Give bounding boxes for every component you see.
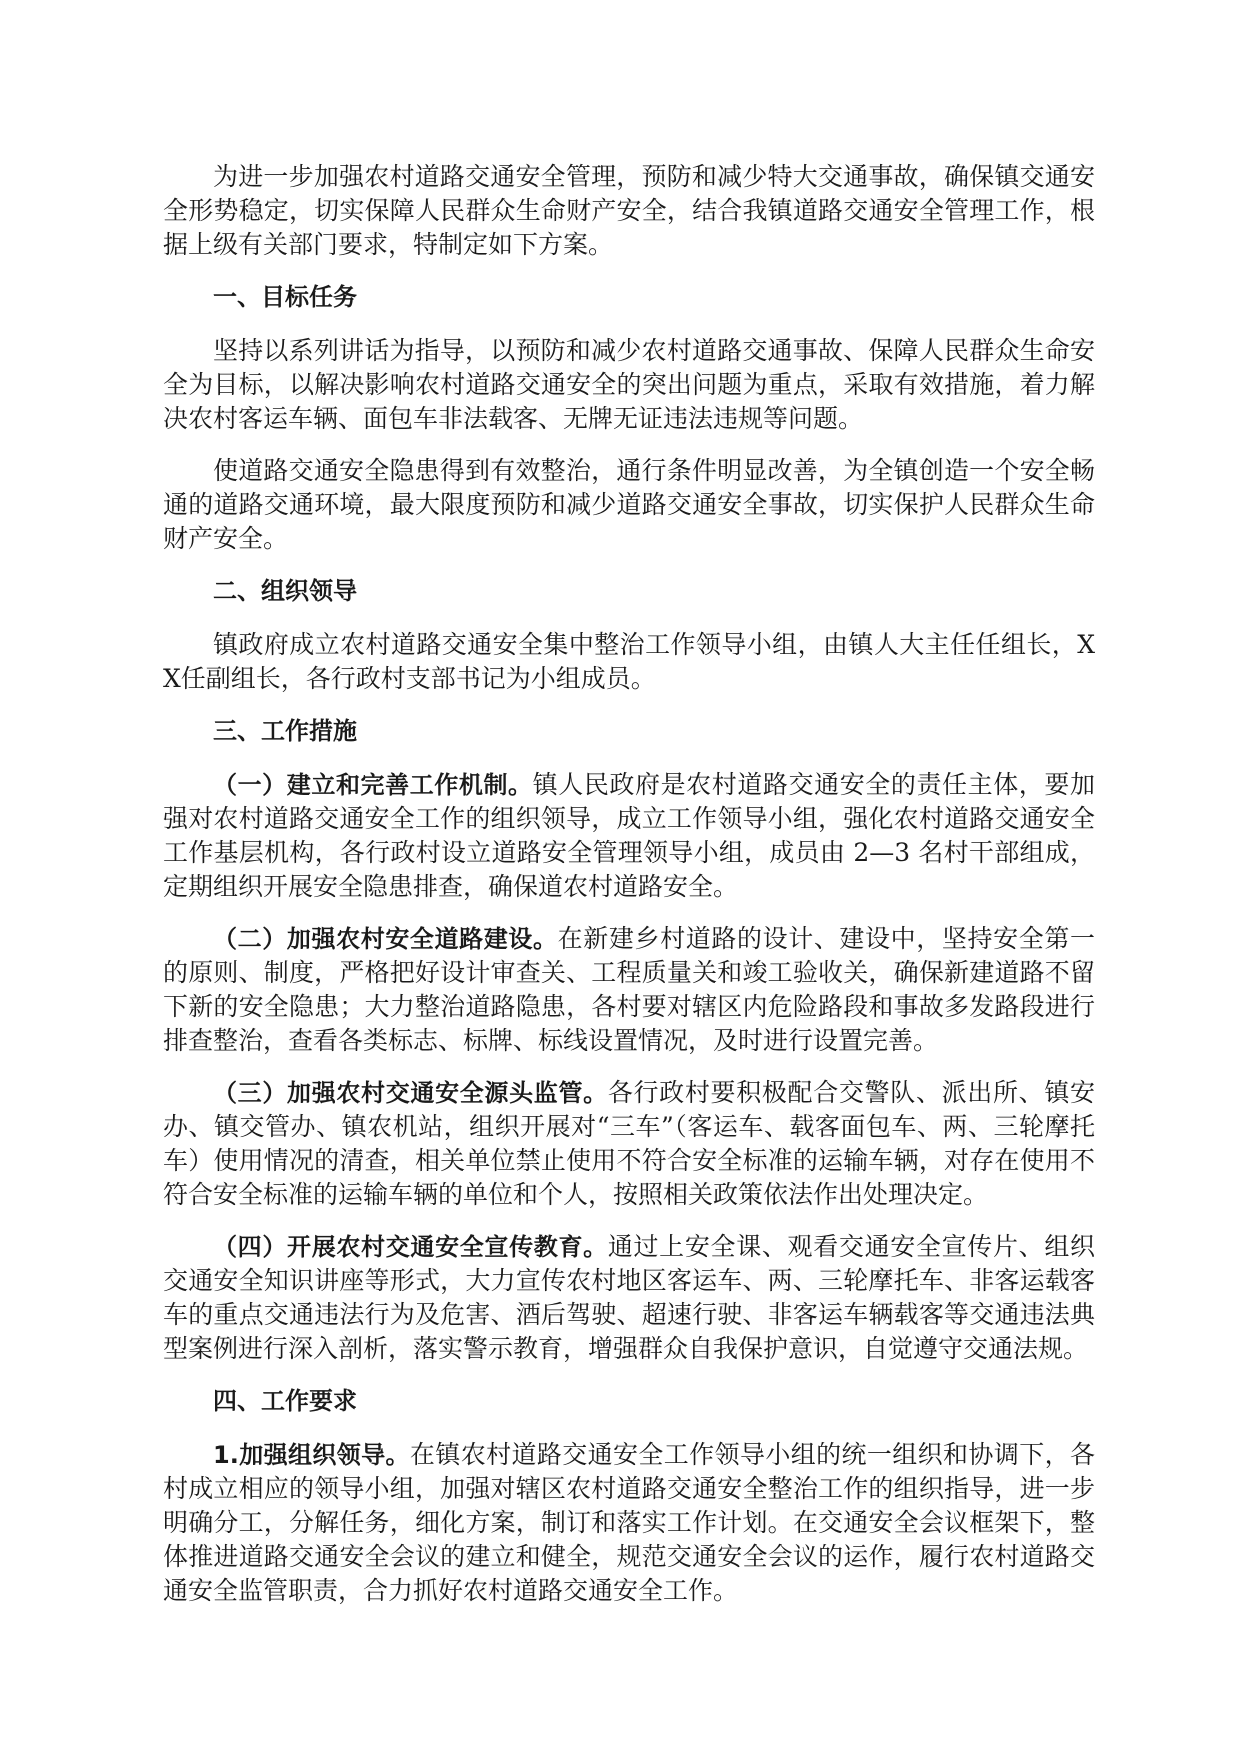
measure-item-3 bbox=[163, 1076, 1095, 1212]
goals-paragraph-1: 坚持以系列讲话为指导，以预防和减少农村道路交通事故、保障人民群众生命安全为目标，以解决影响农村道路交通安全的突出问题为重点，采取有效措施，着力解决农村客运车辆、面包车非法载客、无牌无证违法违规等问题。 bbox=[163, 336, 1095, 433]
leadership-paragraph: 镇政府成立农村道路交通安全集中整治工作领导小组，由镇人大主任任组长，XX任副组长，各行政村支部书记为小组成员。 bbox=[163, 630, 1095, 693]
measure-item-4 bbox=[163, 1230, 1095, 1366]
measure-item-2-title: （二）加强农村安全道路建设。 bbox=[213, 925, 558, 953]
measure-item-1-title: （一）建立和完善工作机制。 bbox=[213, 771, 533, 799]
measure-item-2 bbox=[163, 922, 1095, 1058]
measure-item-3-title: （三）加强农村交通安全源头监管。 bbox=[213, 1079, 608, 1107]
measure-item-4-body: 通过上安全课、观看交通安全宣传片、组织交通安全知识讲座等形式，大力宣传农村地区客运车、两、三轮摩托车、非客运载客车的重点交通违法行为及危害、酒后驾驶、超速行驶、非客运车辆载客等交通违法典型案例进行深入剖析，落实警示教育，增强群众自我保护意识，自觉遵守交通法规。 bbox=[163, 1232, 1095, 1363]
goals-paragraph-2: 使道路交通安全隐患得到有效整治，通行条件明显改善，为全镇创造一个安全畅通的道路交通环境，最大限度预防和减少道路交通安全事故，切实保护人民群众生命财产安全。 bbox=[163, 456, 1095, 553]
section-heading-requirements: 四、工作要求 bbox=[213, 1387, 357, 1415]
requirement-item-1 bbox=[163, 1438, 1095, 1608]
section-heading-measures: 三、工作措施 bbox=[213, 717, 357, 745]
document-body bbox=[163, 160, 1095, 1626]
measure-item-1 bbox=[163, 768, 1095, 904]
measure-item-2-body: 在新建乡村道路的设计、建设中，坚持安全第一的原则、制度，严格把好设计审查关、工程质量关和竣工验收关，确保新建道路不留下新的安全隐患；大力整治道路隐患，各村要对辖区内危险路段和事故多发路段进行排查整治，查看各类标志、标牌、标线设置情况，及时进行设置完善。 bbox=[163, 924, 1095, 1055]
requirement-item-1-title: 1.加强组织领导。 bbox=[213, 1441, 410, 1469]
measure-item-3-body: 各行政村要积极配合交警队、派出所、镇安办、镇交管办、镇农机站，组织开展对“三车”（客运车、载客面包车、两、三轮摩托车）使用情况的清查，相关单位禁止使用不符合安全标准的运输车辆，对存在使用不符合安全标准的运输车辆的单位和个人，按照相关政策依法作出处理决定。 bbox=[163, 1078, 1095, 1209]
measure-item-1-body: 镇人民政府是农村道路交通安全的责任主体，要加强对农村道路交通安全工作的组织领导，成立工作领导小组，强化农村道路交通安全工作基层机构，各行政村设立道路安全管理领导小组，成员由 2—3 名村干部组成，定期组织开展安全隐患排查，确保道农村道路安全。 bbox=[163, 770, 1095, 901]
section-heading-leadership: 二、组织领导 bbox=[213, 577, 357, 605]
measure-item-4-title: （四）开展农村交通安全宣传教育。 bbox=[213, 1233, 608, 1261]
intro-paragraph: 为进一步加强农村道路交通安全管理，预防和减少特大交通事故，确保镇交通安全形势稳定，切实保障人民群众生命财产安全，结合我镇道路交通安全管理工作，根据上级有关部门要求，特制定如下方案。 bbox=[163, 162, 1095, 259]
requirement-item-1-body: 在镇农村道路交通安全工作领导小组的统一组织和协调下，各村成立相应的领导小组，加强对辖区农村道路交通安全整治工作的组织指导，进一步明确分工，分解任务，细化方案，制订和落实工作计划。在交通安全会议框架下，整体推进道路交通安全会议的建立和健全，规范交通安全会议的运作，履行农村道路交通安全监管职责，合力抓好农村道路交通安全工作。 bbox=[163, 1440, 1095, 1605]
section-heading-goals: 一、目标任务 bbox=[213, 283, 357, 311]
